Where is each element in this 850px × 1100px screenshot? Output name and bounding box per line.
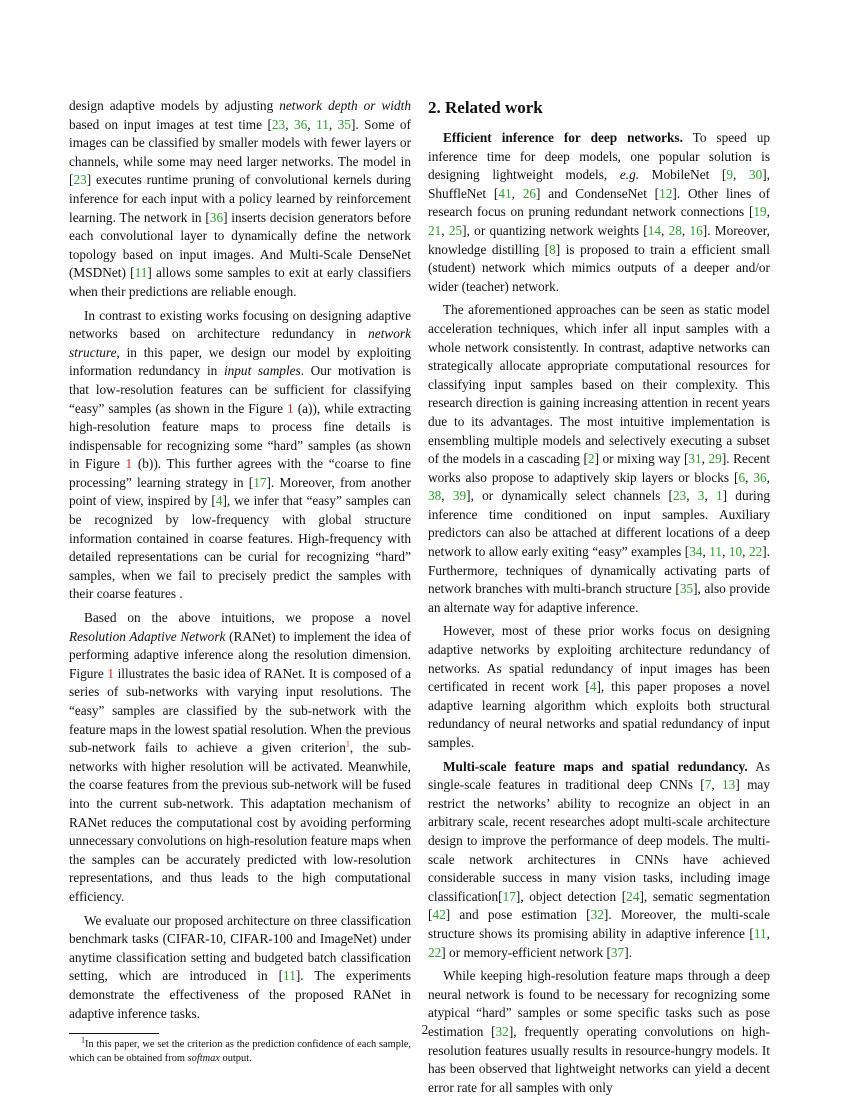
citation[interactable]: 17 — [502, 888, 516, 904]
citation[interactable]: 10 — [728, 544, 743, 560]
citation[interactable]: 4 — [215, 493, 223, 509]
citation[interactable]: 7 — [704, 777, 712, 793]
citation[interactable]: 1 — [716, 488, 723, 504]
citation[interactable]: 30 — [748, 167, 763, 183]
left-column — [69, 97, 411, 1066]
citation[interactable]: 14 — [647, 222, 662, 238]
citation[interactable]: 11 — [316, 116, 329, 132]
citation[interactable]: 35 — [337, 116, 351, 132]
section-heading: 2. Related work — [428, 98, 543, 117]
left-paragraph-1: design adaptive models by adjusting network depth or width based on input images at test time [23, 36, 11, 35]. Some of images can be classified by smaller models with fewer layers or channels, while some may need larger networks. The model in [23] executes runtime pruning of convolutional kernels during inference for each input with a policy learned by reinforcement learning. The network in [36] inserts decision generators before each convolutional layer to dynamically define the network topology based on input images. And Multi-Scale DenseNet (MSDNet) [11] allows some samples to exit at early classifiers when their predictions are reliable enough. — [69, 98, 411, 299]
citation[interactable]: 23 — [672, 488, 687, 504]
citation[interactable]: 17 — [253, 474, 267, 490]
citation[interactable]: 8 — [549, 241, 556, 257]
left-paragraph-2: In contrast to existing works focusing on designing adaptive networks based on architecture redundancy in network structure, in this paper, we design our model by exploiting information redundancy in input samples. Our motivation is that low-resolution features can be sufficient for classifying “easy” samples (as shown in the Figure 1 (a)), while extracting high-resolution feature maps to process fine details is indispensable for recognizing some “hard” samples (as shown in Figure 1 (b)). This further agrees with the “coarse to fine processing” learning strategy in [17]. Moreover, from another point of view, inspired by [4], we infer that “easy” samples can be recognized by low-frequency with global structure information contained in coarse features. High-frequency with detailed representations can be curial for recognizing “hard” samples, when we fail to precisely predict the samples with their coarse features . — [69, 307, 411, 602]
citation[interactable]: 22 — [428, 944, 442, 960]
citation[interactable]: 32 — [590, 907, 604, 923]
citation[interactable]: 36 — [293, 116, 308, 132]
citation[interactable]: 21 — [428, 222, 442, 238]
citation[interactable]: 32 — [495, 1023, 509, 1039]
citation[interactable]: 25 — [448, 222, 463, 238]
citation[interactable]: 11 — [283, 968, 296, 984]
citation[interactable]: 39 — [452, 488, 467, 504]
footnote-mark[interactable]: 1 — [345, 739, 350, 749]
citation[interactable]: 29 — [708, 451, 722, 467]
right-paragraph-4: Multi-scale feature maps and spatial redundancy. As single-scale features in traditional deep CNNs [7, 13] may restrict the networks’ ability to recognize an object in an arbitrary scale, recent researches adopt multi-scale architecture design to improve the performance of deep models. The multi-scale network architectures in CNNs have achieved considerable success in many vision tasks, including image classification[17], object detection [24], sematic segmentation [42] and pose estimation [32]. Moreover, the multi-scale structure shows its promising ability in adaptive inference [11, 22] or memory-efficient network [37]. — [428, 758, 771, 960]
citation[interactable]: 2 — [587, 451, 595, 467]
citation[interactable]: 41 — [498, 185, 512, 201]
citation[interactable]: 23 — [271, 116, 286, 132]
citation[interactable]: 31 — [688, 451, 702, 467]
citation[interactable]: 19 — [753, 204, 767, 220]
citation[interactable]: 37 — [610, 944, 625, 960]
citation[interactable]: 28 — [668, 222, 682, 238]
citation[interactable]: 36 — [209, 209, 224, 225]
figure-ref[interactable]: 1 — [287, 400, 294, 416]
citation[interactable]: 26 — [522, 185, 537, 201]
citation[interactable]: 35 — [679, 581, 694, 597]
citation[interactable]: 16 — [689, 222, 703, 238]
right-paragraph-1: Efficient inference for deep networks. To speed up inference time for deep models, one popular solution is designing lightweight models, e.g. MobileNet [9, 30], ShuffleNet [41, 26] and CondenseNet [12]. Other lines of research focus on pruning redundant network connections [19, 21, 25], or quantizing network weights [14, 28, 16]. Moreover, knowledge distilling [8] is proposed to train a efficient small (student) network which mimics outputs of a deeper and/or wider (teacher) network. — [428, 130, 771, 294]
right-paragraph-5: While keeping high-resolution feature maps through a deep neural network is found to be necessary for recognizing some atypical “hard” samples or some specific tasks such as pose estimation [32], frequently operating convolutions on high-resolution features usually results in resource-hungry models. It has been observed that lightweight networks can yield a decent error rate for all samples with only — [428, 968, 770, 1095]
citation[interactable]: 13 — [722, 777, 736, 793]
citation[interactable]: 36 — [753, 469, 767, 485]
citation[interactable]: 9 — [726, 167, 733, 183]
citation[interactable]: 23 — [73, 172, 87, 188]
citation[interactable]: 11 — [709, 544, 723, 560]
right-paragraph-3: However, most of these prior works focus on designing adaptive networks by exploiting architecture redundancy of networks. As spatial redundancy of input images has been certificated in recent work [4], this paper proposes a novel adaptive learning algorithm which exploits both structural redundancy of neural networks and spatial redundancy of input samples. — [428, 623, 770, 750]
citation[interactable]: 3 — [697, 488, 705, 504]
left-paragraph-3: Based on the above intuitions, we propose a novel Resolution Adaptive Network (RANet) to implement the idea of performing adaptive inference along the resolution dimension. Figure 1 illustrates the basic idea of RANet. It is composed of a series of sub-networks with varying input resolutions. The “easy” samples are classified by the sub-network with the feature maps in the lowest spatial resolution. When the previous sub-network fails to achieve a given criterion$^1$, the sub-networks with higher resolution will be activated. Meanwhile, the coarse features from the previous sub-network will be fused into the current sub-network. This adaptation mechanism of RANet reduces the computational cost by avoiding performing unnecessary convolutions on high-resolution feature maps when the samples can be accurately predicted with low-resolution representations, and thus leads to the high computational efficiency. — [69, 610, 411, 904]
left-paragraph-4: We evaluate our proposed architecture on three classification benchmark tasks (CIFAR-10, CIFAR-100 and ImageNet) under anytime classification setting and budgeted batch classification setting, which are introduced in [11]. The experiments demonstrate the effectiveness of the proposed RANet in adaptive inference tasks. — [69, 912, 411, 1021]
citation[interactable]: 42 — [432, 907, 446, 923]
figure-ref[interactable]: 1 — [125, 456, 133, 472]
right-column — [428, 97, 770, 1097]
citation[interactable]: 11 — [134, 265, 148, 281]
citation[interactable]: 24 — [626, 888, 640, 904]
citation[interactable]: 34 — [689, 544, 703, 560]
citation[interactable]: 6 — [738, 469, 746, 485]
citation[interactable]: 11 — [753, 925, 767, 941]
citation[interactable]: 22 — [748, 544, 763, 560]
footnote: $^1$In this paper, we set the criterion as the prediction confidence of each sample, which can be obtained from softmax output. — [69, 1035, 411, 1065]
right-paragraph-2: The aforementioned approaches can be seen as static model acceleration techniques, which infer all input samples with a whole network consistently. In contrast, adaptive networks can strategically allocate appropriate computational resources for classifying input samples based on their complexity. This research direction is gaining increasing attention in recent years due to its advantages. The most intuitive implementation is ensembling multiple models and selectively executing a subset of the models in a cascading [2] or mixing way [31, 29]. Recent works also propose to adaptively skip layers or blocks [6, 36, 38, 39], or dynamically select channels [23, 3, 1] during inference time conditioned on input samples. Auxiliary predictors can also be attached at different locations of a deep network to allow early exiting “easy” examples [34, 11, 10, 22]. Furthermore, techniques of dynamically activating parts of network branches with multi-branch structure [35], also provide an alternate way for adaptive inference. — [428, 302, 771, 615]
citation[interactable]: 4 — [589, 679, 597, 695]
citation[interactable]: 12 — [659, 185, 673, 201]
figure-ref[interactable]: 1 — [107, 665, 114, 681]
page-number: 2 — [421, 1022, 429, 1037]
citation[interactable]: 38 — [428, 488, 442, 504]
